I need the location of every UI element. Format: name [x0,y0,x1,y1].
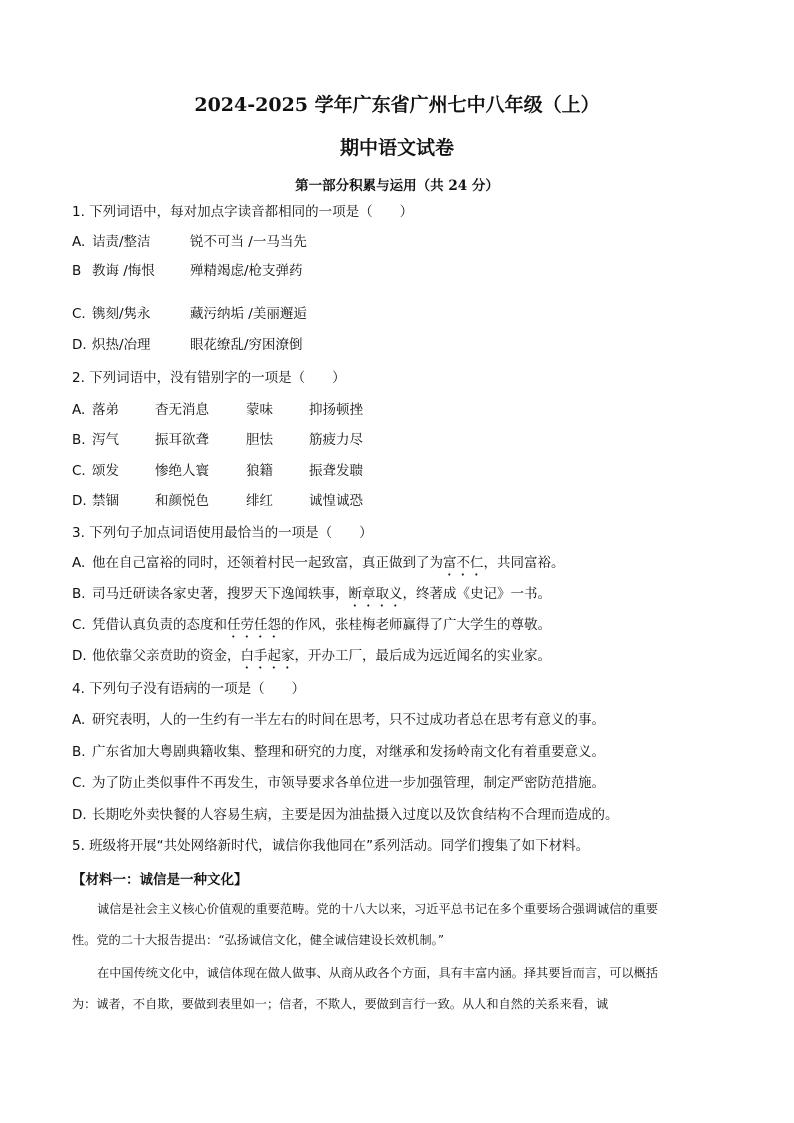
q4-stem: 4. 下列句子没有语病的一项是（ ） [72,681,306,697]
q3-option-a-sentence [92,554,565,579]
q1-option-label: B [72,263,82,279]
q3-marked-phrase: 富不仁 [443,555,484,571]
q1-option-label: A. [72,234,86,250]
q2-word: 抑扬顿挫 [309,402,363,418]
q3-option-label: B. [72,586,86,602]
q2-option-label: B. [72,432,86,448]
q3-option-label: A. [72,555,86,571]
q3-text: 凭借认真负责的态度和 [92,617,227,633]
q2-option-label: C. [72,463,86,479]
q2-word: 颂发 [92,463,119,479]
exam-title-line1: 2024-2025 学年广东省广州七中八年级（上） [194,94,600,116]
q4-option-label: B. [72,744,86,760]
q4-option-label: C. [72,775,86,791]
material-paragraph-1: 诚信是社会主义核心价值观的重要范畴。党的十八大以来，习近平总书记在多个重要场合强调诚信的重要性。党的二十大报告提出：“弘扬诚信文化，健全诚信建设长效机制。” [72,902,658,947]
q1-stem: 1. 下列词语中，每对加点字读音都相同的一项是（ ） [72,204,414,220]
q3-option-label: D. [72,648,87,664]
q4-option-c-text: 为了防止类似事件不再发生，市领导要求各单位进一步加强管理，制定严密防范措施。 [92,775,605,791]
q3-text: ，共同富裕。 [483,555,565,571]
q1-option-label: C. [72,306,86,322]
q3-text: 他依靠父亲贲助的资金， [92,648,241,664]
q1-option-b-word1: 教诲 /悔恨 [92,263,155,279]
q4-option-label: A. [72,712,86,728]
q4-option-b-text: 广东省加大粤剧典籍收集、整理和研究的力度，对继承和发扬岭南文化有着重要意义。 [92,744,605,760]
q2-option-label: A. [72,402,86,418]
q2-option-label: D. [72,493,87,509]
q2-word: 杳无消息 [155,402,209,418]
q3-option-c-sentence [92,616,551,641]
q3-stem: 3. 下列句子加点词语使用最恰当的一项是（ ） [72,525,373,541]
q2-word: 落弟 [92,402,119,418]
q4-option-label: D. [72,807,87,823]
q4-option-a-text: 研究表明，人的一生约有一半左右的时间在思考，只不过成功者总在思考有意义的事。 [92,712,605,728]
q1-option-c-word1: 镌刻/隽永 [92,306,151,322]
q2-word: 胆怯 [246,432,273,448]
q3-option-label: C. [72,617,86,633]
q2-word: 振耳欲聋 [155,432,209,448]
q3-marked-phrase: 白手起家 [240,648,295,664]
q5-stem: 5. 班级将开展“共处网络新时代，诚信你我他同在”系列活动。同学们搜集了如下材料。 [72,838,590,854]
material-heading: 【材料一：诚信是一种文化】 [72,872,248,888]
q3-marked-phrase: 断章取义 [348,586,403,602]
q2-word: 泻气 [92,432,119,448]
q3-text: 的作风，张桂梅老师赢得了广大学生的尊敬。 [281,617,551,633]
q2-word: 筋疲力尽 [309,432,363,448]
q1-option-d-word1: 炽热/冶理 [92,337,151,353]
q2-word: 狼籍 [246,463,273,479]
q2-word: 绯红 [246,493,273,509]
q1-option-d-word2: 眼花缭乱/穷困潦倒 [190,337,303,353]
q1-option-a-word1: 诘责/整洁 [92,234,151,250]
q2-word: 禁锢 [92,493,119,509]
q2-word: 惨绝人寰 [155,463,209,479]
q1-option-b-word2: 殚精竭虑/枪支弹药 [190,263,303,279]
q3-option-d-sentence [92,647,551,672]
q3-marked-phrase: 任劳任怨 [227,617,281,633]
q1-option-a-word2: 锐不可当 /一马当先 [190,234,307,250]
material-paragraph-2: 在中国传统文化中，诚信体现在做人做事、从商从政各个方面，具有丰富内涵。择其要旨而言，可以概括为：诚者，不自欺，要做到表里如一；信者，不欺人，要做到言行一致。从人和自然的关系来看，诚 [72,966,658,1011]
q2-stem: 2. 下列词语中，没有错别字的一项是（ ） [72,370,346,386]
q2-word: 蒙味 [246,402,273,418]
q3-text: ，终著成《史记》一书。 [402,586,551,602]
q1-option-c-word2: 藏污纳垢 /美丽邂逅 [190,306,307,322]
exam-title-line2: 期中语文试卷 [339,137,454,159]
q3-text: 他在自己富裕的同时，还领着村民一起致富，真正做到了为 [92,555,443,571]
q3-text: 司马迁研读各家史著，搜罗天下逸闻轶事， [92,586,349,602]
q3-option-b-sentence [92,585,551,610]
q2-word: 振聋发聩 [309,463,363,479]
q2-word: 诚惶诚恐 [309,493,363,509]
q1-option-label: D. [72,337,87,353]
section-title: 第一部分积累与运用（共 24 分） [295,178,499,194]
q4-option-d-text: 长期吃外卖快餐的人容易生病，主要是因为油盐摄入过度以及饮食结构不合理而造成的。 [92,807,619,823]
q3-text: ，开办工厂，最后成为远近闻名的实业家。 [294,648,551,664]
q2-word: 和颜悦色 [155,493,209,509]
